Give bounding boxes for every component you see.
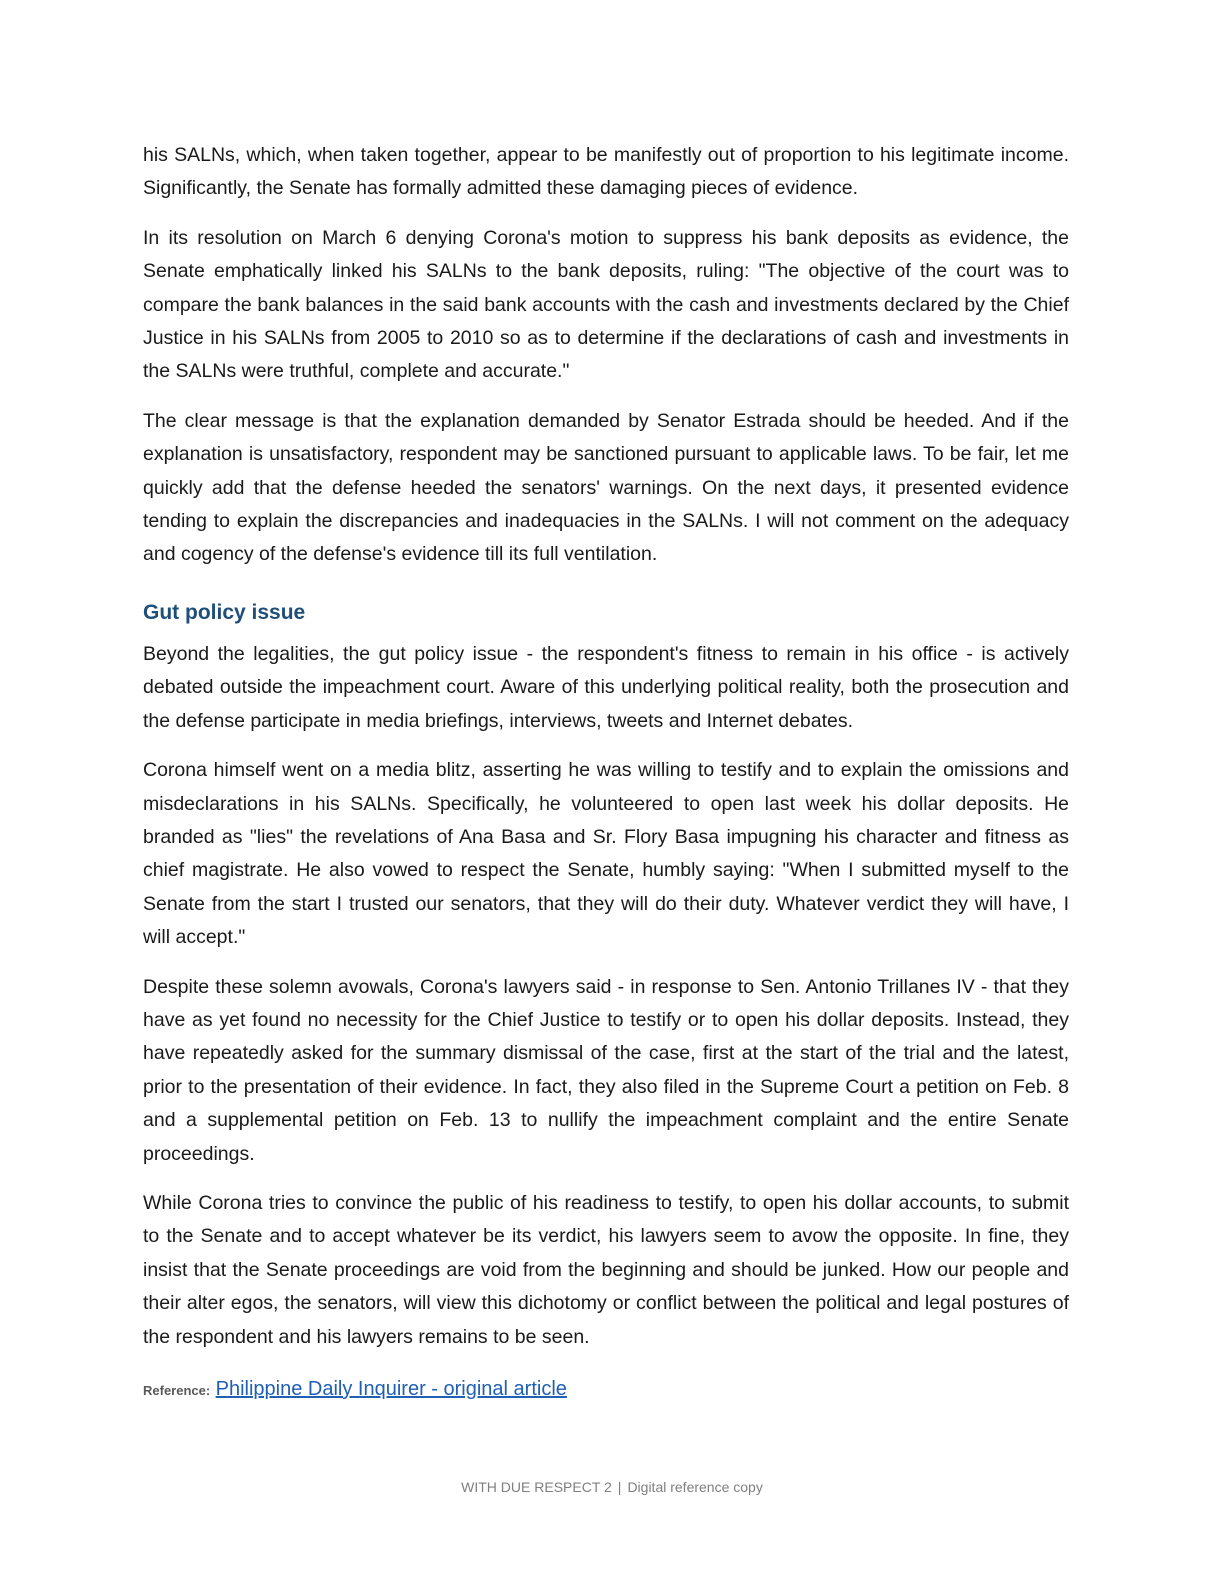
reference-line xyxy=(143,1374,1069,1406)
paragraph: his SALNs, which, when taken together, appear to be manifestly out of proportion to his legitimate income. Significantly, the Senate has formally admitted these damaging pieces of evidence. xyxy=(143,144,1069,200)
reference-link[interactable]: Philippine Daily Inquirer - original article xyxy=(215,1378,567,1400)
paragraph: In its resolution on March 6 denying Corona's motion to suppress his bank deposits as evidence, the Senate emphatically linked his SALNs to the bank deposits, ruling: "The objective of the court was to compare the bank balances in the said bank accounts with the cash and investments declared by the Chief Justice in his SALNs from 2005 to 2010 so as to determine if the declarations of cash and investments in the SALNs were truthful, complete and accurate." xyxy=(143,226,1069,383)
footer-separator: | xyxy=(617,1479,622,1495)
paragraph: Beyond the legalities, the gut policy issue - the respondent's fitness to remain in his office - is actively debated outside the impeachment court. Aware of this underlying political reality, both the prosecution and the defense participate in media briefings, interviews, tweets and Internet debates. xyxy=(143,642,1069,732)
reference-label: Reference: xyxy=(143,1383,211,1398)
footer-title: WITH DUE RESPECT 2 xyxy=(461,1479,612,1495)
paragraph: Corona himself went on a media blitz, asserting he was willing to testify and to explain the omissions and misdeclarations in his SALNs. Specifically, he volunteered to open last week his dollar deposits. He branded as "lies" the revelations of Ana Basa and Sr. Flory Basa impugning his character and fitness as chief magistrate. He also vowed to respect the Senate, humbly saying: "When I submitted myself to the Senate from the start I trusted our senators, that they will do their duty. Whatever verdict they will have, I will accept." xyxy=(143,759,1069,949)
section-heading: Gut policy issue xyxy=(143,600,306,624)
paragraph: While Corona tries to convince the public of his readiness to testify, to open his dollar accounts, to submit to the Senate and to accept whatever be its verdict, his lawyers seem to avow the opposite. In fine, they insist that the Senate proceedings are void from the beginning and should be junked. How our people and their alter egos, the senators, will view this dichotomy or conflict between the political and legal postures of the respondent and his lawyers remains to be seen. xyxy=(143,1191,1069,1348)
footer-subtitle: Digital reference copy xyxy=(627,1479,763,1495)
page-footer xyxy=(0,1479,1224,1495)
paragraph: Despite these solemn avowals, Corona's lawyers said - in response to Sen. Antonio Trillanes IV - that they have as yet found no necessity for the Chief Justice to testify or to open his dollar deposits. Instead, they have repeatedly asked for the summary dismissal of the case, first at the start of the trial and the latest, prior to the presentation of their evidence. In fact, they also filed in the Supreme Court a petition on Feb. 8 and a supplemental petition on Feb. 13 to nullify the impeachment complaint and the entire Senate proceedings. xyxy=(143,975,1069,1165)
document-body xyxy=(143,139,1069,1406)
paragraph: The clear message is that the explanation demanded by Senator Estrada should be heeded. And if the explanation is unsatisfactory, respondent may be sanctioned pursuant to applicable laws. To be fair, let me quickly add that the defense heeded the senators' warnings. On the next days, it presented evidence tending to explain the discrepancies and inadequacies in the SALNs. I will not comment on the adequacy and cogency of the defense's evidence till its full ventilation. xyxy=(143,409,1069,566)
